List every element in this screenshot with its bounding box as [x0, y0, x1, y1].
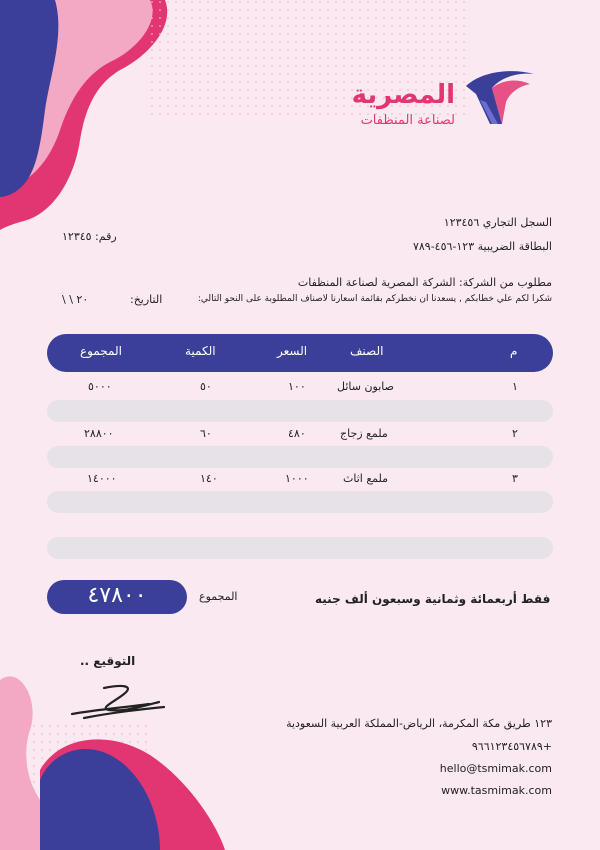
bottom-decor-blob [0, 660, 240, 850]
total-label: المجموع [199, 590, 238, 603]
date-label: التاريخ: [130, 293, 163, 306]
requested-from: مطلوب من الشركة: الشركة المصرية لصناعة المنظفات [297, 276, 552, 289]
email: hello@tsmimak.com [439, 762, 552, 775]
row-band [47, 446, 553, 468]
row-total: ٥٠٠٠ [88, 380, 112, 393]
commercial-register: السجل التجاري ١٢٣٤٥٦ [443, 216, 552, 229]
amount-in-words: فقط أربعمائة وثمانية وسبعون ألف جنيه [315, 592, 551, 606]
signature-label: التوقيع .. [80, 654, 136, 668]
row-index: ٢ [512, 427, 518, 440]
row-qty: ١٤٠ [200, 472, 218, 485]
brand-subtitle: لصناعة المنظفات [360, 113, 455, 128]
row-item: صابون سائل [337, 380, 394, 393]
header-price: السعر [277, 344, 308, 358]
brand-name: المصرية [351, 80, 455, 110]
row-item: ملمع اثاث [343, 472, 389, 485]
header-item: الصنف [350, 344, 384, 358]
address: ١٢٣ طريق مكة المكرمة، الرياض-المملكة العربية السعودية [286, 717, 552, 730]
row-qty: ٥٠ [200, 380, 212, 393]
row-band [47, 491, 553, 513]
date-value: ٢٠ \ \ [62, 293, 89, 306]
company-logo-icon [462, 66, 538, 132]
row-price: ١٠٠٠ [285, 472, 309, 485]
row-qty: ٦٠ [200, 427, 212, 440]
row-total: ١٤٠٠٠ [87, 472, 117, 485]
row-band [47, 400, 553, 422]
website: www.tasmimak.com [441, 784, 552, 797]
row-price: ١٠٠ [288, 380, 306, 393]
invoice-number: رقم: ١٢٣٤٥ [62, 230, 117, 243]
row-band [47, 537, 553, 559]
phone: +٩٦٦١٢٣٤٥٦٧٨٩ [471, 740, 552, 753]
header-index: م [510, 344, 518, 358]
row-index: ٣ [512, 472, 518, 485]
header-total: المجموع [80, 344, 122, 358]
total-value: ٤٧٨٠٠ [87, 583, 147, 608]
row-total: ٢٨٨٠٠ [84, 427, 114, 440]
row-index: ١ [512, 380, 518, 393]
header-qty: الكمية [185, 344, 216, 358]
row-price: ٤٨٠ [288, 427, 306, 440]
tax-card: البطاقة الضريبية ١٢٣-٤٥٦-٧٨٩ [412, 240, 552, 253]
intro-note: شكرا لكم علي خطابكم , يسعدنا ان نخطركم بقائمة اسعارنا لاصناف المطلوبة على النحو التالي: [197, 294, 552, 304]
row-item: ملمع زجاج [340, 427, 388, 440]
